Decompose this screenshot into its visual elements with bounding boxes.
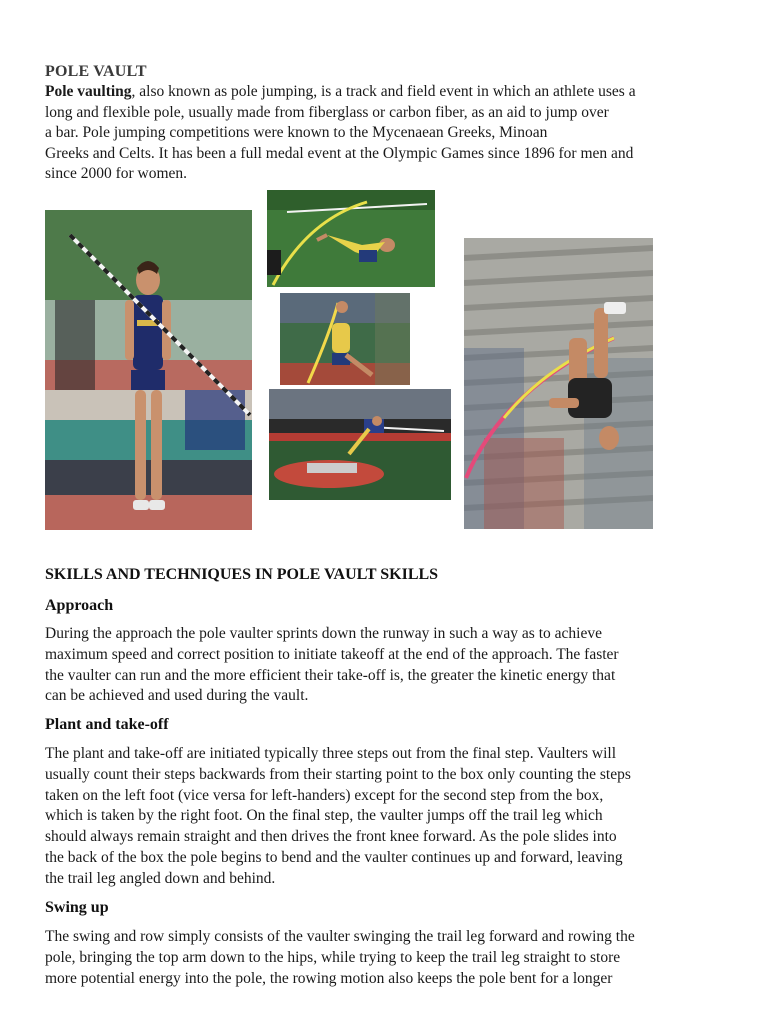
vaulter-over-bar-photo — [267, 190, 435, 287]
intro-line: Pole vaulting, also known as pole jumping, is a track and field event in which an athlete uses a — [45, 83, 636, 100]
swing-up-line: more potential energy into the pole, the rowing motion also keeps the pole bent for a longer — [45, 969, 613, 987]
intro-term: Pole vaulting — [45, 83, 132, 100]
skills-section — [45, 565, 725, 585]
swing-up-section — [45, 898, 725, 989]
vaulter-stadium-photo — [280, 293, 410, 385]
plant-takeoff-paragraph — [45, 744, 725, 890]
intro-line: a bar. Pole jumping competitions were known to the Mycenaean Greeks, Minoan — [45, 124, 548, 142]
plant-takeoff-line: which is taken by the right foot. On the final step, the vaulter jumps off the trail leg which — [45, 807, 603, 825]
approach-line: maximum speed and correct position to initiate takeoff at the end of the approach. The faster — [45, 645, 619, 663]
intro-line: since 2000 for women. — [45, 165, 188, 183]
approach-line: the vaulter can run and the more efficient their take-off is, the greater the kinetic energy that — [45, 666, 616, 684]
swing-up-paragraph — [45, 927, 725, 989]
vaulter-standing-photo — [45, 210, 252, 530]
plant-takeoff-line: should always remain straight and then drives the front knee forward. As the pole slides into — [45, 828, 617, 846]
document-title: POLE VAULT — [45, 63, 147, 80]
swing-up-line: pole, bringing the top arm down to the hips, while trying to keep the trail leg straight to store — [45, 948, 621, 966]
swing-up-heading: Swing up — [45, 899, 109, 916]
approach-line: During the approach the pole vaulter sprints down the runway in such a way as to achieve — [45, 625, 602, 642]
intro-paragraph — [45, 82, 725, 185]
plant-takeoff-heading: Plant and take-off — [45, 716, 169, 733]
plant-takeoff-section — [45, 715, 725, 890]
intro-line: Greeks and Celts. It has been a full medal event at the Olympic Games since 1896 for men and — [45, 144, 634, 162]
document-page — [45, 62, 725, 185]
approach-heading: Approach — [45, 597, 114, 614]
approach-line: can be achieved and used during the vault. — [45, 687, 309, 705]
skills-heading: SKILLS AND TECHNIQUES IN POLE VAULT SKILLS — [45, 566, 439, 583]
stadium-vault-photo — [269, 389, 451, 500]
approach-section — [45, 596, 725, 707]
plant-takeoff-line: the back of the box the pole begins to bend and the vaulter continues up and forward, leaving — [45, 848, 623, 866]
plant-takeoff-line: the trail leg angled down and behind. — [45, 869, 276, 887]
intro-line: long and flexible pole, usually made from fiberglass or carbon fiber, as an aid to jump over — [45, 103, 609, 121]
plant-takeoff-line: The plant and take-off are initiated typically three steps out from the final step. Vaulters will — [45, 745, 617, 762]
vaulter-inverted-photo — [464, 238, 653, 529]
plant-takeoff-line: taken on the left foot (vice versa for left-handers) except for the second step from the box, — [45, 786, 604, 804]
plant-takeoff-line: usually count their steps backwards from their starting point to the box only counting the steps — [45, 765, 631, 783]
approach-paragraph — [45, 624, 725, 707]
swing-up-line: The swing and row simply consists of the vaulter swinging the trail leg forward and rowing the — [45, 928, 635, 945]
